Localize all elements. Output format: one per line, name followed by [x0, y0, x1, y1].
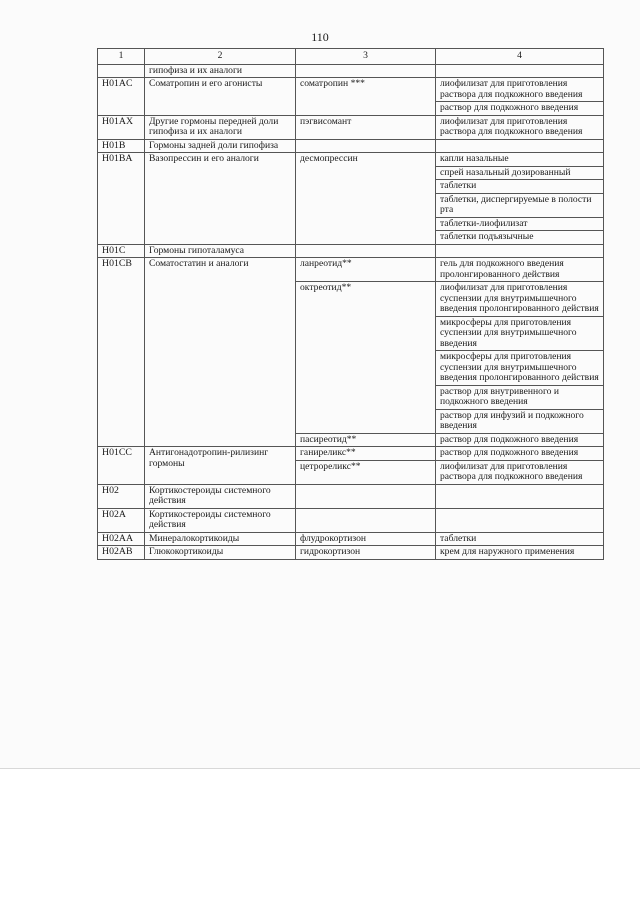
dosage-form-cell: раствор для внутривенного и подкожного введения	[436, 385, 604, 409]
group-name-cell: Гормоны гипоталамуса	[145, 244, 296, 258]
drug-name-cell	[296, 139, 436, 153]
drug-name-cell	[296, 244, 436, 258]
group-name-cell: Вазопрессин и его аналоги	[145, 153, 296, 245]
header-col-2: 2	[145, 49, 296, 65]
drug-name-cell: пасиреотид**	[296, 433, 436, 447]
dosage-form-cell: таблетки	[436, 532, 604, 546]
table-body	[98, 64, 604, 559]
header-col-3: 3	[296, 49, 436, 65]
dosage-form-cell: раствор для подкожного введения	[436, 433, 604, 447]
drug-name-cell: ганиреликс**	[296, 447, 436, 461]
group-name-cell: Соматропин и его агонисты	[145, 78, 296, 116]
group-name-cell: Гормоны задней доли гипофиза	[145, 139, 296, 153]
table-row	[98, 546, 604, 560]
drug-table	[97, 48, 604, 560]
drug-name-cell: гидрокортизон	[296, 546, 436, 560]
group-name-cell: Глюкокортикоиды	[145, 546, 296, 560]
table-row	[98, 153, 604, 167]
drug-name-cell	[296, 484, 436, 508]
table-row	[98, 115, 604, 139]
header-col-4: 4	[436, 49, 604, 65]
atc-code-cell: H01CC	[98, 447, 145, 485]
drug-name-cell: ланреотид**	[296, 258, 436, 282]
table-row	[98, 64, 604, 78]
dosage-form-cell	[436, 508, 604, 532]
dosage-form-cell	[436, 64, 604, 78]
dosage-form-cell: лиофилизат для приготовления раствора для подкожного введения	[436, 115, 604, 139]
table-row	[98, 532, 604, 546]
drug-name-cell	[296, 508, 436, 532]
table-row	[98, 484, 604, 508]
drug-name-cell: флудрокортизон	[296, 532, 436, 546]
group-name-cell: Другие гормоны передней доли гипофиза и их аналоги	[145, 115, 296, 139]
dosage-form-cell: лиофилизат для приготовления суспензии для внутримышечного введения пролонгированного действия	[436, 282, 604, 317]
atc-code-cell: H02	[98, 484, 145, 508]
dosage-form-cell: микросферы для приготовления суспензии для внутримышечного введения	[436, 316, 604, 351]
dosage-form-cell	[436, 139, 604, 153]
atc-code-cell: H01B	[98, 139, 145, 153]
drug-name-cell: десмопрессин	[296, 153, 436, 245]
table-row	[98, 508, 604, 532]
dosage-form-cell: раствор для подкожного введения	[436, 102, 604, 116]
atc-code-cell: H01AC	[98, 78, 145, 116]
dosage-form-cell: таблетки подъязычные	[436, 231, 604, 245]
atc-code-cell: H01C	[98, 244, 145, 258]
dosage-form-cell: гель для подкожного введения пролонгированного действия	[436, 258, 604, 282]
drug-name-cell: соматропин ***	[296, 78, 436, 116]
group-name-cell: Кортикостероиды системного действия	[145, 508, 296, 532]
atc-code-cell: H01AX	[98, 115, 145, 139]
atc-code-cell: H02A	[98, 508, 145, 532]
atc-code-cell: H01CB	[98, 258, 145, 447]
page-number: 110	[311, 30, 329, 44]
drug-name-cell: цетрореликс**	[296, 460, 436, 484]
dosage-form-cell: лиофилизат для приготовления раствора для подкожного введения	[436, 460, 604, 484]
group-name-cell: Антигонадотропин-рилизинг гормоны	[145, 447, 296, 485]
dosage-form-cell: лиофилизат для приготовления раствора для подкожного введения	[436, 78, 604, 102]
dosage-form-cell: таблетки, диспергируемые в полости рта	[436, 193, 604, 217]
atc-code-cell: H01BA	[98, 153, 145, 245]
dosage-form-cell: таблетки	[436, 180, 604, 194]
drug-name-cell: пэгвисомант	[296, 115, 436, 139]
table-row	[98, 139, 604, 153]
table-row	[98, 78, 604, 102]
header-col-1: 1	[98, 49, 145, 65]
group-name-cell: Соматостатин и аналоги	[145, 258, 296, 447]
atc-code-cell: H02AA	[98, 532, 145, 546]
dosage-form-cell: раствор для подкожного введения	[436, 447, 604, 461]
dosage-form-cell: микросферы для приготовления суспензии для внутримышечного введения пролонгированного действия	[436, 351, 604, 386]
dosage-form-cell: таблетки-лиофилизат	[436, 217, 604, 231]
table-row	[98, 258, 604, 282]
drug-name-cell: октреотид**	[296, 282, 436, 434]
dosage-form-cell: капли назальные	[436, 153, 604, 167]
dosage-form-cell: крем для наружного применения	[436, 546, 604, 560]
dosage-form-cell	[436, 244, 604, 258]
header-row	[98, 49, 604, 65]
group-name-cell: гипофиза и их аналоги	[145, 64, 296, 78]
atc-code-cell: H02AB	[98, 546, 145, 560]
table-row	[98, 244, 604, 258]
dosage-form-cell	[436, 484, 604, 508]
group-name-cell: Минералокортикоиды	[145, 532, 296, 546]
dosage-form-cell: спрей назальный дозированный	[436, 166, 604, 180]
group-name-cell: Кортикостероиды системного действия	[145, 484, 296, 508]
table-row	[98, 447, 604, 461]
drug-name-cell	[296, 64, 436, 78]
dosage-form-cell: раствор для инфузий и подкожного введения	[436, 409, 604, 433]
atc-code-cell	[98, 64, 145, 78]
